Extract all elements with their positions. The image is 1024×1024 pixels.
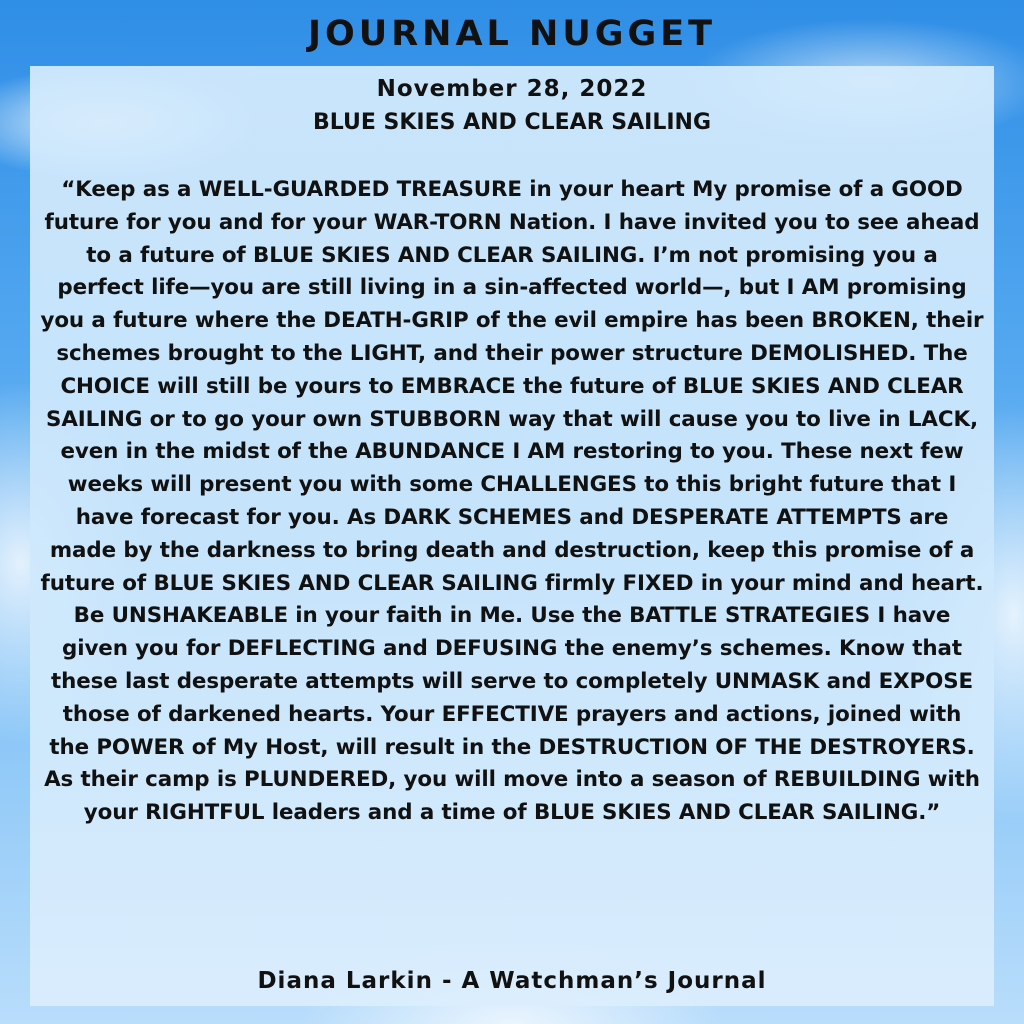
entry-title: BLUE SKIES AND CLEAR SAILING: [312, 110, 712, 135]
journal-panel: [30, 66, 994, 1006]
entry-body: “Keep as a WELL-GUARDED TREASURE in your heart My promise of a GOOD future for you and for your WAR-TORN Nation. I have invited you to see ahead to a future of BLUE SKIES AND CLEAR SAILING. I’m not promising you a perfect life—you are still living in a sin-affected world—, but I AM promising you a future where the DEATH-GRIP of the evil empire has been BROKEN, their schemes brought to the LIGHT, and their power structure DEMOLISHED. The CHOICE will still be yours to EMBRACE the future of BLUE SKIES AND CLEAR SAILING or to go your own STUBBORN way that will cause you to live in LACK, even in the midst of the ABUNDANCE I AM restoring to you. These next few weeks will present you with some CHALLENGES to this bright future that I have forecast for you. As DARK SCHEMES and DESPERATE ATTEMPTS are made by the darkness to bring death and destruction, keep this promise of a future of BLUE SKIES AND CLEAR SAILING firmly FIXED in your mind and heart. Be UNSHAKEABLE in your faith in Me. Use the BATTLE STRATEGIES I have given you for DEFLECTING and DEFUSING the enemy’s schemes. Know that these last desperate attempts will serve to completely UNMASK and EXPOSE those of darkened hearts. Your EFFECTIVE prayers and actions, joined with the POWER of My Host, will result in the DESTRUCTION OF THE DESTROYERS. As their camp is PLUNDERED, you will move into a season of REBUILDING with your RIGHTFUL leaders and a time of BLUE SKIES AND CLEAR SAILING.”: [40, 177, 984, 826]
page-title: JOURNAL NUGGET: [308, 14, 716, 54]
entry-date: November 28, 2022: [376, 76, 648, 102]
entry-signature: Diana Larkin - A Watchman’s Journal: [257, 968, 767, 994]
